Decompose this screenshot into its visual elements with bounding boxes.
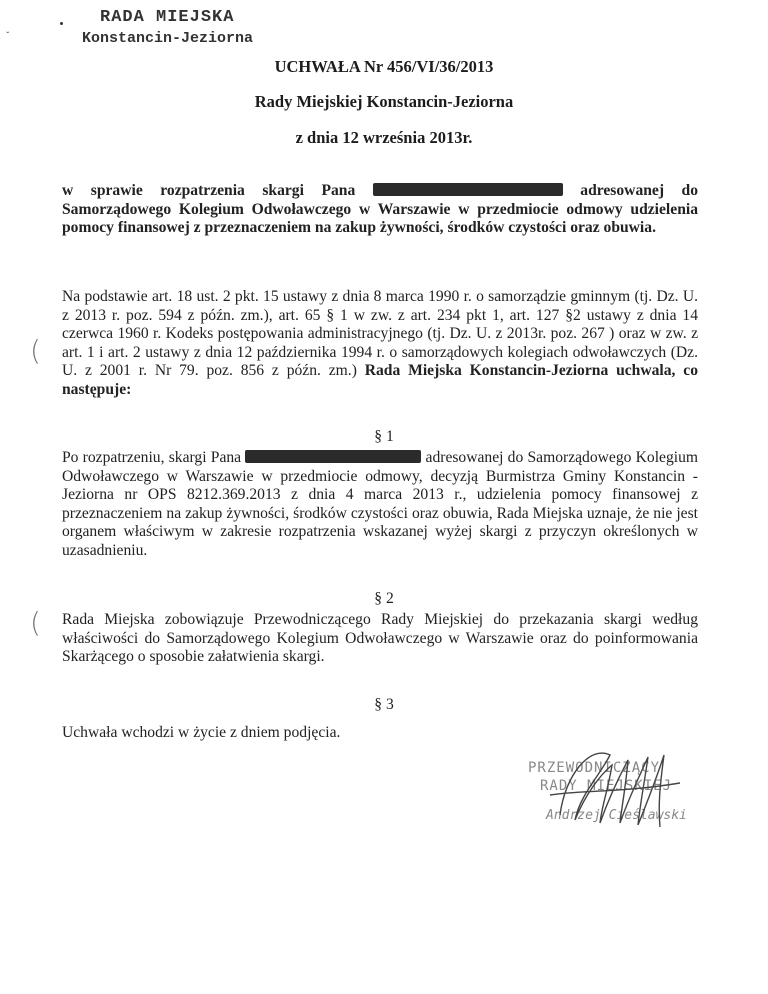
signature-stamp-line-1: PRZEWODNICZĄCY	[528, 760, 661, 776]
redacted-name	[373, 183, 563, 196]
stamp-line-1: RADA MIEJSKA	[100, 8, 235, 27]
legal-basis-text: Na podstawie art. 18 ust. 2 pkt. 15 ustawy z dnia 8 marca 1990 r. o samorządzie gminnym (tj. Dz. U. z 2013 r. poz. 594 z późn. zm.), art. 65 § 1 w zw. z art. 234 pkt 1, art. 127 §2 ustawy z dnia 14 czerwca 1960 r. Kodeks postępowania administracyjnego (tj. Dz. U. z 2013r. poz. 267 ) oraz w zw. z art. 1 i art. 2 ustawy z dnia 12 października 1994 r. o samorządowych kolegiach odwoławczych (Dz. U. z 2001 r. Nr 79. poz. 856 z późn. zm.)	[62, 288, 698, 380]
section-1-text	[62, 449, 698, 561]
section-1-before: Po rozpatrzeniu, skargi Pana	[62, 449, 242, 466]
margin-bracket-icon: (	[30, 334, 41, 367]
handwritten-signature	[540, 735, 690, 835]
section-3-mark: § 3	[374, 696, 394, 713]
resolution-date: z dnia 12 września 2013r.	[295, 128, 473, 147]
stamp-line-2: Konstancin-Jeziorna	[82, 30, 254, 47]
section-3-text: Uchwała wchodzi w życie z dniem podjęcia.	[62, 724, 341, 741]
resolution-issuer: Rady Miejskiej Konstancin-Jeziorna	[254, 92, 514, 111]
section-1-after: adresowanej do Samorządowego Kolegium Odwoławczego w Warszawie w przedmiocie odmowy, decyzją Burmistrza Gminy Konstancin -Jeziorna nr OPS 8212.369.2013 z dnia 4 marca 2013 r., udzielenia pomocy finansowej z przeznaczeniem na zakup żywności, środków czystości oraz obuwia, Rada Miejska uznaje, że nie jest organem właściwym w zakresie rozpatrzenia wskazanej wyżej skargi z przyczyn określonych w uzasadnieniu.	[62, 449, 698, 559]
subject-text-before: w sprawie rozpatrzenia skargi Pana	[62, 182, 356, 199]
section-2-text: Rada Miejska zobowiązuje Przewodniczącego Rady Miejskiej do przekazania skargi według właściwości do Samorządowego Kolegium Odwoławczego w Warszawie oraz do poinformowania Skarżącego o sposobie załatwienia skargi.	[62, 611, 698, 666]
resolution-subject	[62, 182, 698, 238]
scan-mark-icon: ˇ	[6, 31, 10, 42]
subject-text-after: adresowanej do Samorządowego Kolegium Odwoławczego w Warszawie w przedmiocie odmowy udzielenia pomocy finansowej z przeznaczeniem na zakup żywności, środków czystości oraz obuwia.	[62, 182, 699, 237]
signature-stamp-line-2: RADY MIEJSKIEJ	[540, 778, 673, 794]
redacted-name	[245, 450, 421, 463]
signature-stamp-name: Andrzej Cieślawski	[546, 808, 687, 823]
section-2-mark: § 2	[374, 590, 394, 607]
legal-basis-closing: Rada Miejska Konstancin-Jeziorna uchwala, co następuje:	[62, 362, 698, 398]
margin-bracket-icon: (	[30, 606, 41, 639]
legal-basis	[62, 288, 698, 400]
scan-dot	[60, 22, 63, 25]
section-1-mark: § 1	[374, 428, 394, 445]
resolution-title: UCHWAŁA Nr 456/VI/36/2013	[274, 57, 494, 76]
